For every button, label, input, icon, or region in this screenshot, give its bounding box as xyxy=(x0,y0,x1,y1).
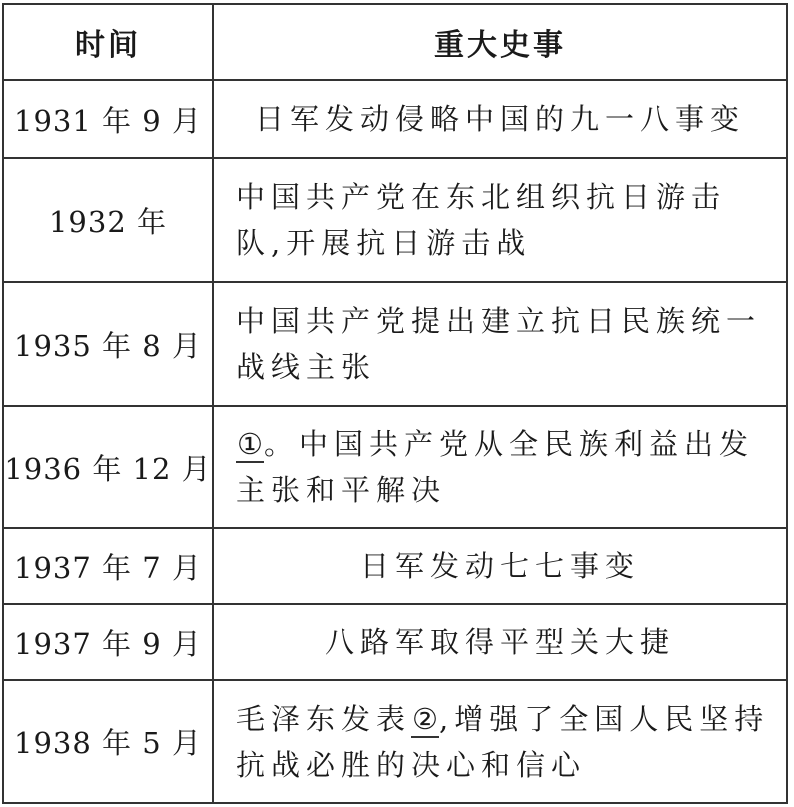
table-row xyxy=(3,80,787,158)
table-row xyxy=(3,604,787,680)
answer-blank-2: ② xyxy=(412,701,439,736)
header-time: 时间 xyxy=(3,4,213,80)
answer-blank-1: ① xyxy=(237,427,263,461)
event-cell: 日军发动七七事变 xyxy=(213,528,787,604)
event-cell: 八路军取得平型关大捷 xyxy=(213,604,787,680)
event-cell: 日军发动侵略中国的九一八事变 xyxy=(213,80,787,158)
table-row xyxy=(3,158,787,282)
time-cell: 1931 年 9 月 xyxy=(3,80,213,158)
event-cell: 中国共产党提出建立抗日民族统一战线主张 xyxy=(213,282,787,406)
event-text: 毛泽东发表 xyxy=(236,701,412,736)
time-cell: 1938 年 5 月 xyxy=(3,680,213,803)
header-event: 重大史事 xyxy=(213,4,787,80)
time-cell: 1936 年 12 月 xyxy=(3,406,213,528)
time-cell: 1932 年 xyxy=(3,158,213,282)
table-row xyxy=(3,680,787,803)
event-cell xyxy=(213,406,787,528)
table-row xyxy=(3,282,787,406)
table-row xyxy=(3,406,787,528)
event-text: 。中国共产党从全民族利益出发主张和平解决 xyxy=(236,427,755,507)
time-cell: 1937 年 7 月 xyxy=(3,528,213,604)
history-table xyxy=(2,3,788,804)
event-cell: 中国共产党在东北组织抗日游击队,开展抗日游击战 xyxy=(213,158,787,282)
time-cell: 1935 年 8 月 xyxy=(3,282,213,406)
time-cell: 1937 年 9 月 xyxy=(3,604,213,680)
table-row xyxy=(3,528,787,604)
event-text: ,增强了全国人民坚持抗战必胜的决心和信心 xyxy=(236,701,770,782)
header-row xyxy=(3,4,787,80)
event-cell xyxy=(213,680,787,803)
